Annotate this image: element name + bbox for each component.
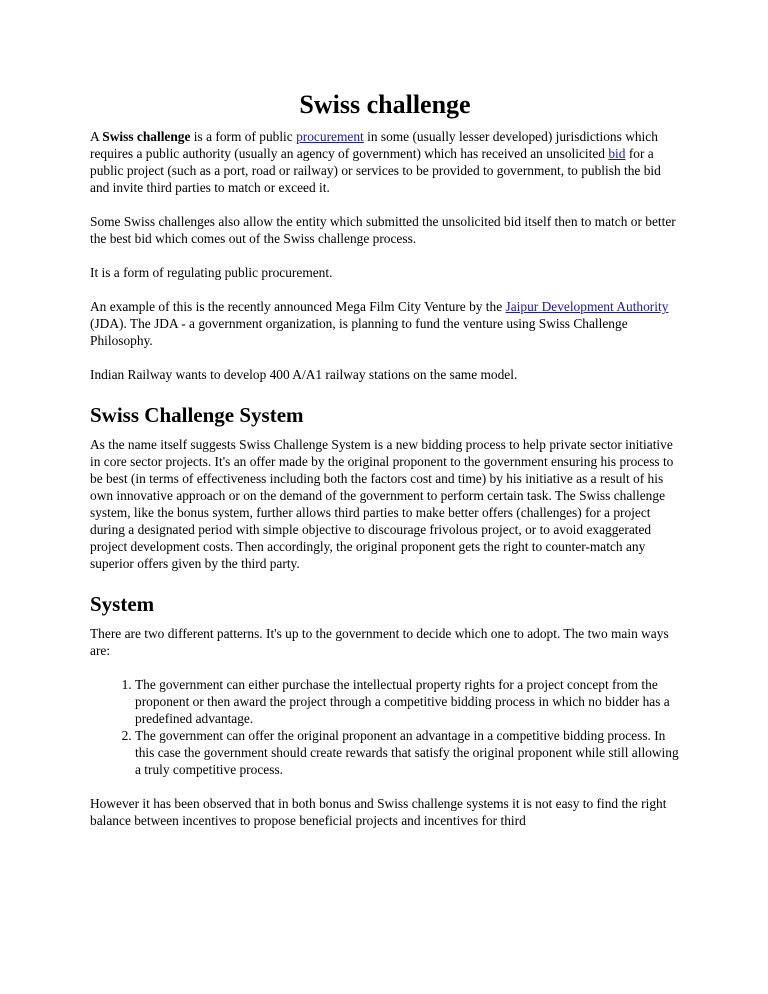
paragraph-indian-railway: Indian Railway wants to develop 400 A/A1 railway stations on the same model. [90, 367, 518, 382]
procurement-link[interactable]: procurement [296, 129, 364, 144]
section-heading-swiss-challenge-system: Swiss Challenge System [90, 403, 304, 427]
section-intro-system: There are two different patterns. It's up to the government to decide which one to adopt. The two main ways are: [90, 626, 669, 658]
paragraph-jda-example: An example of this is the recently announced Mega Film City Venture by the Jaipur Development Authority (JDA). The JDA - a government organization, is planning to fund the venture using Swiss Challenge Philosophy. [90, 299, 669, 348]
paragraph-swiss-challenges-allow: Some Swiss challenges also allow the entity which submitted the unsolicited bid itself then to match or better the best bid which comes out of the Swiss challenge process. [90, 214, 676, 246]
document-page [90, 88, 680, 846]
system-ways-list [90, 676, 680, 778]
paragraph-regulating-procurement: It is a form of regulating public procurement. [90, 265, 333, 280]
page-title: Swiss challenge [299, 90, 471, 119]
jaipur-development-authority-link[interactable]: Jaipur Development Authority [505, 299, 669, 314]
section-heading-system: System [90, 592, 155, 616]
list-item: 2. The government can offer the original proponent an advantage in a competitive bidding process. In this case the government should create rewards that satisfy the original proponent while still allowing a truly competitive process. [135, 727, 680, 778]
closing-paragraph: However it has been observed that in both bonus and Swiss challenge systems it is not easy to find the right balance between incentives to propose beneficial projects and incentives for third [90, 796, 667, 828]
bid-link[interactable]: bid [608, 146, 626, 161]
list-item: 1. The government can either purchase the intellectual property rights for a project concept from the proponent or then award the project through a competitive bidding process in which no bidder has a predefined advantage. [135, 676, 680, 727]
intro-paragraph: A Swiss challenge is a form of public procurement in some (usually lesser developed) jurisdictions which requires a public authority (usually an agency of government) which has received an unsolicited bid for a public project (such as a port, road or railway) or services to be provided to government, to publish the bid and invite third parties to match or exceed it. [90, 129, 661, 195]
section-body-swiss-challenge-system: As the name itself suggests Swiss Challenge System is a new bidding process to help private sector initiative in core sector projects. It's an offer made by the original proponent to the government ensuring his process to be best (in terms of effectiveness including both the factors cost and time) by his initiative as a result of his own innovative approach or on the demand of the government to perform certain task. The Swiss challenge system, like the bonus system, further allows third parties to make better offers (challenges) for a project during a designated period with simple objective to discourage frivolous project, or to avoid exaggerated project development costs. Then accordingly, the original proponent gets the right to counter-match any superior offers given by the third party. [90, 437, 674, 571]
term-swiss-challenge: Swiss challenge [102, 129, 191, 144]
